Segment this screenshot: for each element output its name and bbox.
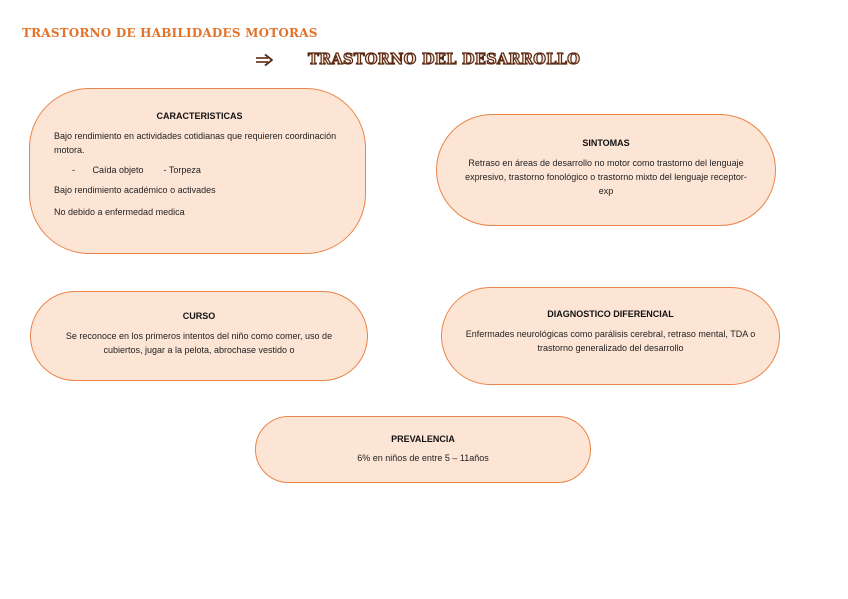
card-text: No debido a enfermedad medica [54, 207, 185, 217]
card-text: Se reconoce en los primeros intentos del niño como comer, uso de cubiertos, jugar a la pelota, abrochase vestido o [65, 331, 333, 355]
card-title: PREVALENCIA [391, 434, 455, 444]
card-text: Enfermades neurológicas como parálisis cerebral, retraso mental, TDA o trastorno generalizado del desarrollo [465, 329, 756, 353]
card-text: 6% en niños de entre 5 – 11años [357, 453, 489, 463]
card-caracteristicas [29, 88, 366, 254]
card-title: CARACTERISTICAS [156, 111, 243, 121]
card-title: CURSO [182, 311, 216, 321]
document-title: TRASTORNO DE HABILIDADES MOTORAS [22, 26, 318, 40]
card-curso [30, 291, 368, 381]
card-prevalencia [255, 416, 591, 483]
right-arrow-icon [255, 53, 275, 67]
card-list-line: - Caída objeto - Torpeza [72, 165, 201, 175]
card-text: Retraso en áreas de desarrollo no motor como trastorno del lenguaje expresivo, trastorno fonológico o trastorno mixto del lenguaje receptor-exp [465, 158, 747, 196]
card-sintomas [436, 114, 776, 226]
card-text: Bajo rendimiento en actividades cotidianas que requieren coordinación motora. [54, 131, 337, 155]
card-diagnostico-diferencial [441, 287, 780, 385]
card-text: Bajo rendimiento académico o activades [54, 185, 216, 195]
card-title: DIAGNOSTICO DIFERENCIAL [547, 309, 674, 319]
card-title: SINTOMAS [582, 138, 630, 148]
section-subtitle: TRASTORNO DEL DESARROLLO [308, 51, 581, 68]
